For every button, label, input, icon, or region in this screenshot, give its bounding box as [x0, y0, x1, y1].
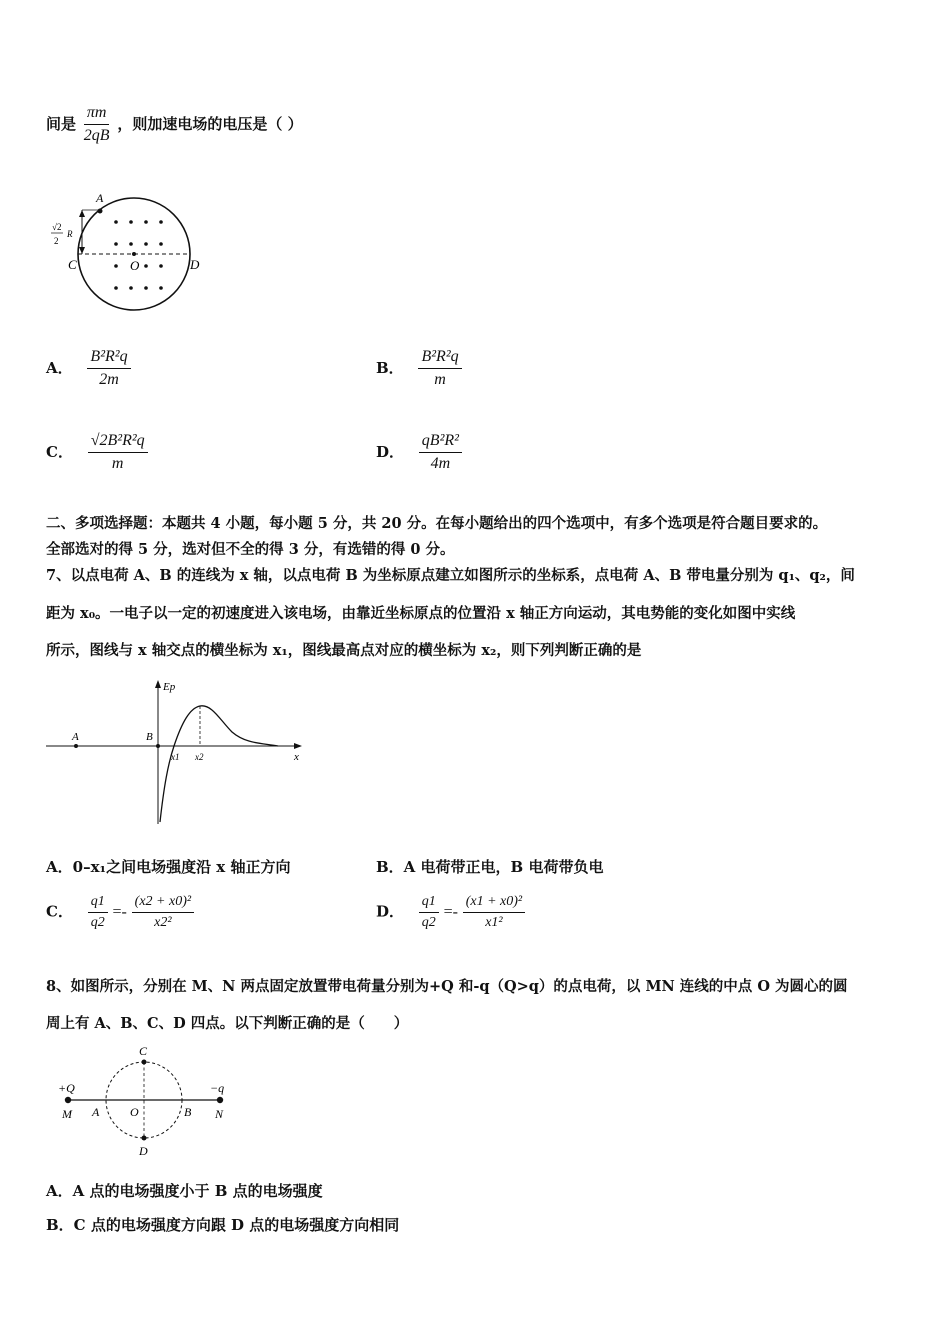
q7-option-c[interactable]: C． $\frac{q1}{q2}$ =- $\frac{\text{(x2 + x0)²}}{\text{x2²}}$: [46, 894, 194, 931]
q8-line1: 8、如图所示，分别在 M、N 两点固定放置带电荷量分别为+Q 和-q（Q>q）的点电荷，以 MN 连线的中点 O 为圆心的圆: [46, 978, 848, 995]
q8-charges-figure: [54, 1042, 244, 1160]
q6-label-a: A: [96, 191, 104, 205]
q8-charge-n: [217, 1097, 223, 1103]
q8-label-b: B: [184, 1105, 192, 1119]
q7-label-b: B: [146, 731, 153, 743]
q6-label-o: O: [130, 258, 140, 273]
q6-center-o: [132, 252, 136, 256]
q7-x-label: x: [294, 751, 299, 763]
q7-line3: 所示，图线与 x 轴交点的横坐标为 x₁，图线最高点对应的横坐标为 x₂，则下列判断正确的是: [46, 642, 642, 659]
q7-option-b[interactable]: B．A 电荷带正电，B 电荷带负电: [376, 858, 604, 876]
q8-label-o: O: [130, 1105, 139, 1119]
section2-line1: 二、多项选择题：本题共 4 小题，每小题 5 分，共 20 分。在每小题给出的四个选项中，有多个选项是符合题目要求的。: [46, 515, 828, 532]
q7-x-arrow: [294, 743, 302, 749]
q8-label-a: A: [92, 1105, 100, 1119]
q8-label-n: N: [215, 1107, 224, 1121]
q7-ep-graph: [40, 676, 308, 828]
q7-ep-curve: [160, 706, 278, 822]
q8-point-d: [142, 1136, 147, 1141]
q6-dim-den: 2: [54, 236, 59, 246]
q6-option-b[interactable]: B． $\frac{\text{B²R²q}}{m}$: [376, 348, 462, 390]
q6-stem-fraction: $\frac{\pi m}{2qB}$: [83, 104, 110, 145]
q7-label-a: A: [72, 731, 79, 743]
q8-option-b[interactable]: B．C 点的电场强度方向跟 D 点的电场强度方向相同: [46, 1216, 400, 1234]
section2-line2: 全部选对的得 5 分，选对但不全的得 3 分，有选错的得 0 分。: [46, 541, 455, 558]
q6-dim-r: R: [67, 229, 73, 239]
q6-field-dots: [114, 220, 163, 290]
q7-label-x2: x2: [195, 752, 204, 762]
q6-dimension-arrow-down: [79, 247, 85, 254]
q7-option-a[interactable]: A．0–x₁之间电场强度沿 x 轴正方向: [46, 858, 291, 876]
q8-charge-m: [65, 1097, 71, 1103]
q8-label-m: M: [62, 1107, 72, 1121]
q7-point-b: [156, 744, 160, 748]
q7-y-arrow: [155, 680, 161, 688]
q6-dim-num: √2: [52, 222, 62, 232]
q6-circle-figure: [44, 186, 214, 314]
q8-label-d: D: [139, 1144, 148, 1158]
q7-y-label: Ep: [163, 681, 176, 693]
q6-label-c: C: [68, 257, 77, 272]
q7-point-a: [74, 744, 78, 748]
q6-option-d[interactable]: D． $\frac{\text{qB²R²}}{4m}$: [376, 432, 462, 474]
q7-label-x1: x1: [171, 752, 180, 762]
q8-line2: 周上有 A、B、C、D 四点。以下判断正确的是（ ）: [46, 1015, 409, 1032]
q6-dimension-arrow-up: [79, 210, 85, 217]
q8-label-minus-q: −q: [210, 1081, 225, 1095]
q7-line1: 7、以点电荷 A、B 的连线为 x 轴，以点电荷 B 为坐标原点建立如图所示的坐标系，点电荷 A、B 带电量分别为 q₁、q₂，间: [46, 567, 855, 584]
q8-option-a[interactable]: A．A 点的电场强度小于 B 点的电场强度: [46, 1182, 323, 1200]
q7-line2: 距为 x₀。一电子以一定的初速度进入该电场，由靠近坐标原点的位置沿 x 轴正方向运动，其电势能的变化如图中实线: [46, 605, 796, 622]
q8-label-plus-q: +Q: [58, 1081, 75, 1095]
q6-stem: 间是 $\frac{\pi m}{2qB}$ ，则加速电场的电压是（ ）: [46, 104, 303, 145]
q6-option-c[interactable]: C． $\frac{\text{√2B²R²q}}{m}$: [46, 432, 148, 474]
q8-label-c: C: [139, 1044, 148, 1058]
q6-option-a[interactable]: A． $\frac{\text{B²R²q}}{2m}$: [46, 348, 131, 390]
q7-option-d[interactable]: D． $\frac{q1}{q2}$ =- $\frac{\text{(x1 + x0)²}}{\text{x1²}}$: [376, 894, 525, 931]
q8-point-c: [142, 1060, 147, 1065]
q6-point-a: [98, 209, 103, 214]
q6-label-d: D: [190, 257, 200, 272]
